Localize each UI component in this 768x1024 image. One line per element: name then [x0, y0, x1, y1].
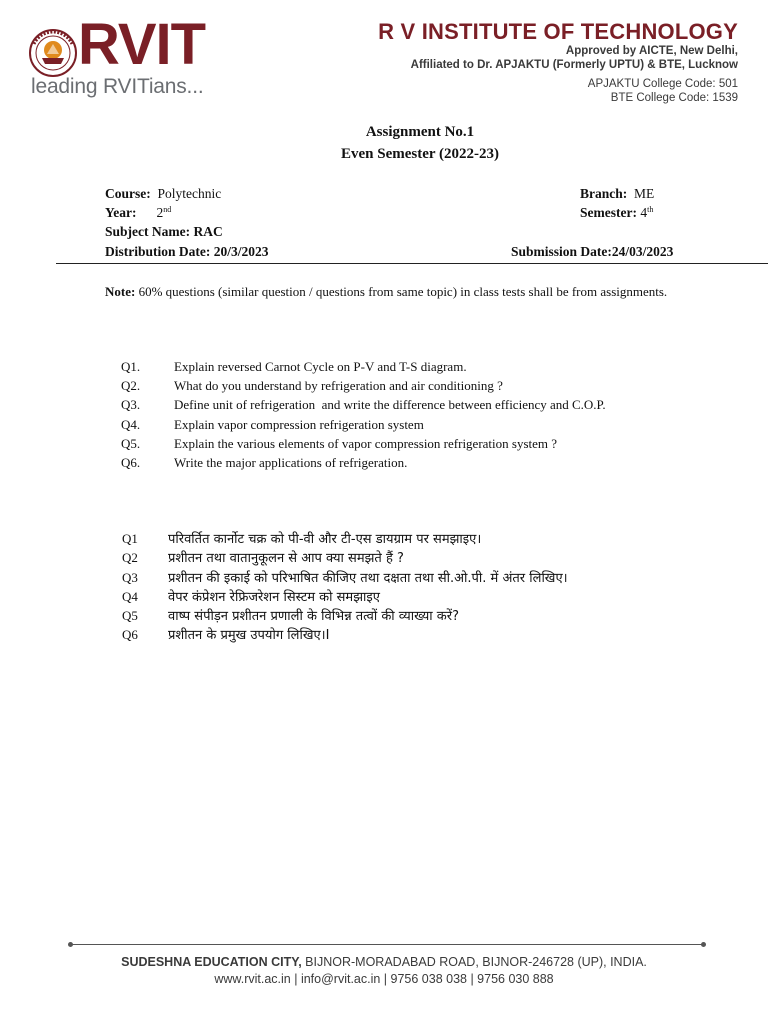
question-text: Define unit of refrigeration and write the difference between efficiency and C.O.P.	[174, 397, 606, 412]
distribution-date-field	[105, 245, 269, 259]
subject-field	[105, 225, 223, 239]
semester-label: Semester:	[580, 205, 637, 220]
branch-label: Branch:	[580, 186, 628, 201]
note-label: Note:	[105, 284, 136, 299]
logo-tagline: leading RVITians...	[31, 75, 204, 98]
logo-wordmark: RVIT	[78, 12, 206, 77]
semester-field	[580, 206, 653, 220]
year-value: 2	[156, 205, 164, 220]
question-text: प्रशीतन के प्रमुख उपयोग लिखिए।I	[168, 628, 330, 643]
course-label: Course:	[105, 186, 151, 201]
question-row-hi	[122, 628, 329, 642]
question-text: Explain reversed Carnot Cycle on P-V and T-S diagram.	[174, 359, 467, 374]
distribution-label: Distribution Date:	[105, 244, 211, 259]
question-row-hi	[122, 532, 481, 546]
year-suffix: nd	[163, 205, 172, 214]
question-text: परिवर्तित कार्नोट चक्र को पी-वी और टी-एस डायग्राम पर समझाइए।	[168, 532, 482, 547]
question-text: Write the major applications of refrigeration.	[174, 455, 408, 470]
question-text: Explain vapor compression refrigeration system	[174, 417, 424, 432]
question-number: Q5	[122, 608, 138, 623]
distribution-value: 20/3/2023	[213, 244, 269, 259]
submission-value: 24/03/2023	[611, 244, 674, 259]
subject-label: Subject Name:	[105, 224, 191, 239]
approval-line: Approved by AICTE, New Delhi,	[565, 45, 738, 57]
question-number: Q5.	[121, 436, 141, 451]
question-row-en	[121, 379, 503, 392]
year-field	[105, 206, 171, 220]
footer-contact: www.rvit.ac.in | info@rvit.ac.in | 9756 038 038 | 9756 030 888	[214, 972, 554, 986]
question-row-hi	[122, 571, 568, 585]
question-row-hi	[122, 590, 380, 604]
footer-campus-name: SUDESHNA EDUCATION CITY,	[121, 955, 302, 969]
course-field	[105, 187, 221, 201]
question-row-en	[121, 360, 467, 373]
submission-date-field	[511, 245, 673, 259]
branch-value: ME	[634, 186, 655, 201]
semester-suffix: th	[647, 205, 654, 214]
submission-label: Submission Date:	[511, 244, 612, 259]
question-number: Q4.	[121, 417, 141, 432]
question-number: Q1	[122, 531, 138, 546]
footer-rule-dot-right	[701, 942, 706, 947]
assignment-title: Assignment No.1	[365, 124, 475, 140]
semester-value: 4	[640, 205, 648, 220]
question-number: Q6	[122, 627, 138, 642]
subject-value: RAC	[193, 224, 223, 239]
footer-divider	[72, 944, 704, 945]
question-row-en	[121, 418, 424, 431]
branch-field	[580, 187, 654, 201]
question-text: Explain the various elements of vapor compression refrigeration system ?	[174, 436, 558, 451]
year-label: Year:	[105, 205, 137, 220]
question-number: Q3.	[121, 397, 141, 412]
question-number: Q3	[122, 570, 138, 585]
bte-college-code: BTE College Code: 1539	[610, 92, 738, 104]
question-row-en	[121, 398, 606, 411]
question-text: प्रशीतन की इकाई को परिभाषित कीजिए तथा दक्षता तथा सी.ओ.पी. में अंतर लिखिए।	[168, 571, 568, 586]
footer-address	[0, 956, 768, 969]
header-divider	[56, 263, 768, 264]
question-number: Q6.	[121, 455, 141, 470]
footer-address-text: BIJNOR-MORADABAD ROAD, BIJNOR-246728 (UP), INDIA.	[301, 955, 647, 969]
institute-seal-logo	[28, 28, 78, 78]
question-row-en	[121, 456, 407, 469]
question-number: Q4	[122, 589, 138, 604]
question-text: वेपर कंप्रेशन रेफ्रिजरेशन सिस्टम को समझाइए	[168, 590, 380, 605]
institute-name: R V INSTITUTE OF TECHNOLOGY	[378, 19, 738, 44]
question-number: Q1.	[121, 359, 141, 374]
question-text: प्रशीतन तथा वातानुकूलन से आप क्या समझते हैं ?	[168, 551, 404, 566]
note-text: 60% questions (similar question / questions from same topic) in class tests shall be from assignments.	[138, 284, 668, 299]
question-text: What do you understand by refrigeration and air conditioning ?	[174, 378, 503, 393]
semester-heading: Even Semester (2022-23)	[340, 146, 500, 162]
question-text: वाष्प संपीड़न प्रशीतन प्रणाली के विभिन्न तत्वों की व्याख्या करें?	[168, 609, 460, 624]
apjaktu-college-code: APJAKTU College Code: 501	[587, 78, 738, 90]
affiliation-line: Affiliated to Dr. APJAKTU (Formerly UPTU) & BTE, Lucknow	[410, 59, 738, 71]
question-row-en	[121, 437, 557, 450]
note-paragraph	[105, 282, 705, 302]
course-value: Polytechnic	[157, 186, 222, 201]
question-row-hi	[122, 609, 459, 623]
question-row-hi	[122, 551, 404, 565]
question-number: Q2.	[121, 378, 141, 393]
question-number: Q2	[122, 550, 138, 565]
